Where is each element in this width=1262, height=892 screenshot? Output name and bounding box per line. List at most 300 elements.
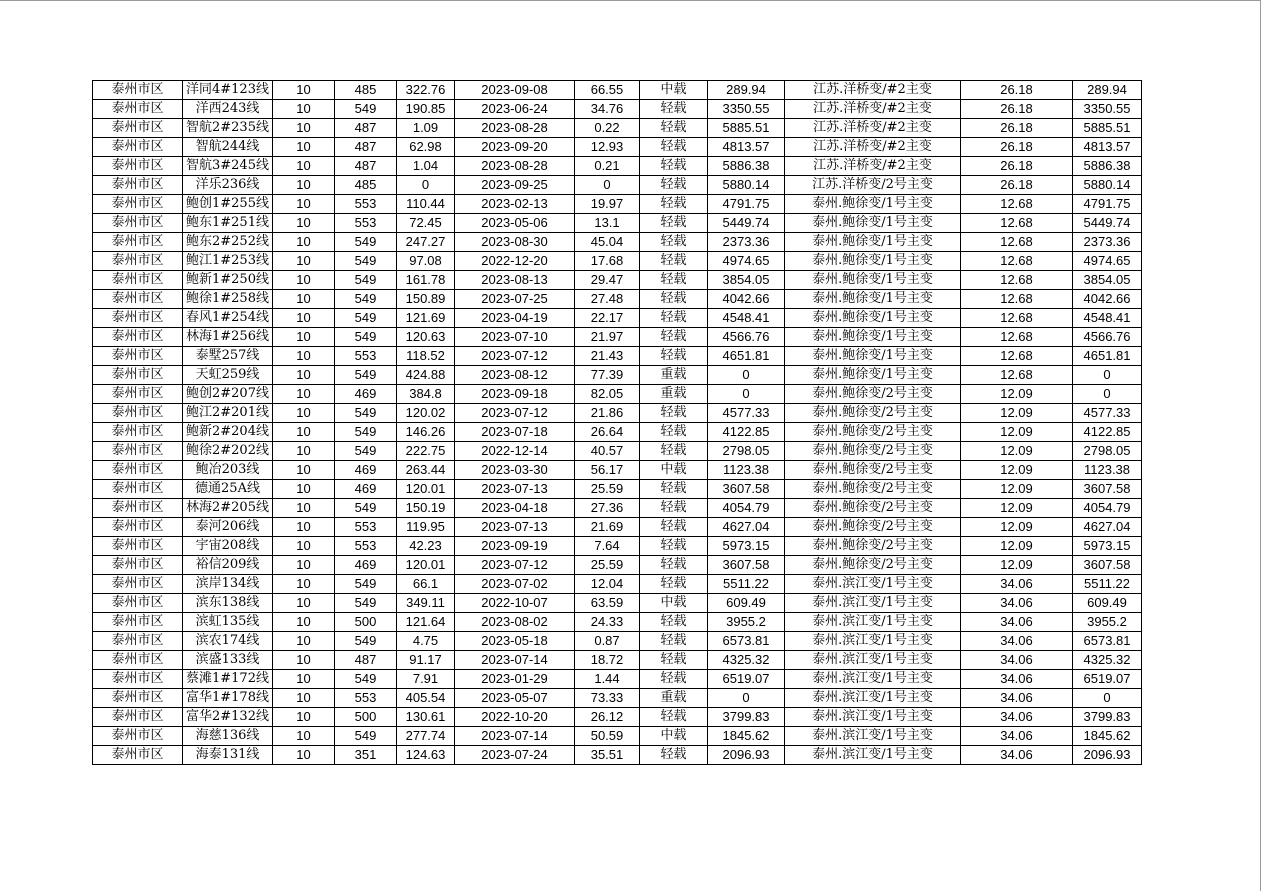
cell-load-status: 中载 (640, 461, 708, 480)
cell-transformer-margin: 12.68 (961, 290, 1073, 309)
cell-available-capacity: 289.94 (708, 81, 785, 100)
table-row (93, 157, 1142, 176)
cell-available-capacity: 1845.62 (708, 727, 785, 746)
cell-available-capacity: 4791.75 (708, 195, 785, 214)
cell-voltage: 10 (273, 157, 335, 176)
cell-load-status: 轻载 (640, 499, 708, 518)
cell-load-rate: 21.69 (575, 518, 640, 537)
cell-final-capacity: 4548.41 (1073, 309, 1142, 328)
cell-final-capacity: 4577.33 (1073, 404, 1142, 423)
cell-capacity: 487 (335, 138, 397, 157)
cell-load: 66.1 (397, 575, 455, 594)
cell-available-capacity: 3854.05 (708, 271, 785, 290)
cell-final-capacity: 4627.04 (1073, 518, 1142, 537)
cell-transformer: 泰州.鲍徐变/2号主变 (785, 518, 961, 537)
cell-load-rate: 25.59 (575, 556, 640, 575)
cell-line-name: 鲍徐2#202线 (183, 442, 273, 461)
cell-line-name: 滨岸134线 (183, 575, 273, 594)
cell-load-rate: 0.21 (575, 157, 640, 176)
cell-transformer: 泰州.滨江变/1号主变 (785, 689, 961, 708)
cell-capacity: 549 (335, 499, 397, 518)
cell-transformer-margin: 26.18 (961, 138, 1073, 157)
cell-transformer: 泰州.鲍徐变/1号主变 (785, 328, 961, 347)
cell-transformer-margin: 12.09 (961, 461, 1073, 480)
cell-available-capacity: 2096.93 (708, 746, 785, 765)
cell-load-rate: 56.17 (575, 461, 640, 480)
cell-transformer: 泰州.鲍徐变/1号主变 (785, 366, 961, 385)
cell-line-name: 蔡滩1#172线 (183, 670, 273, 689)
cell-available-capacity: 4122.85 (708, 423, 785, 442)
cell-date: 2023-04-18 (455, 499, 575, 518)
cell-capacity: 487 (335, 119, 397, 138)
cell-transformer: 泰州.滨江变/1号主变 (785, 575, 961, 594)
cell-available-capacity: 4566.76 (708, 328, 785, 347)
cell-voltage: 10 (273, 385, 335, 404)
cell-voltage: 10 (273, 613, 335, 632)
cell-date: 2023-09-19 (455, 537, 575, 556)
cell-voltage: 10 (273, 347, 335, 366)
cell-capacity: 553 (335, 537, 397, 556)
cell-voltage: 10 (273, 100, 335, 119)
cell-load-rate: 21.97 (575, 328, 640, 347)
cell-load: 263.44 (397, 461, 455, 480)
cell-voltage: 10 (273, 233, 335, 252)
cell-region: 泰州市区 (93, 214, 183, 233)
table-row (93, 518, 1142, 537)
cell-transformer-margin: 26.18 (961, 100, 1073, 119)
cell-date: 2023-08-28 (455, 157, 575, 176)
cell-final-capacity: 3799.83 (1073, 708, 1142, 727)
cell-transformer-margin: 12.09 (961, 518, 1073, 537)
cell-transformer-margin: 12.68 (961, 309, 1073, 328)
table-row (93, 195, 1142, 214)
cell-line-name: 滨虹135线 (183, 613, 273, 632)
cell-transformer: 泰州.滨江变/1号主变 (785, 746, 961, 765)
cell-load-status: 轻载 (640, 480, 708, 499)
cell-region: 泰州市区 (93, 81, 183, 100)
cell-transformer: 泰州.滨江变/1号主变 (785, 708, 961, 727)
cell-load-rate: 25.59 (575, 480, 640, 499)
cell-transformer: 泰州.滨江变/1号主变 (785, 670, 961, 689)
cell-final-capacity: 2798.05 (1073, 442, 1142, 461)
cell-load-rate: 0.87 (575, 632, 640, 651)
cell-load-rate: 35.51 (575, 746, 640, 765)
cell-available-capacity: 3607.58 (708, 556, 785, 575)
table-row (93, 214, 1142, 233)
cell-final-capacity: 609.49 (1073, 594, 1142, 613)
cell-load-rate: 0.22 (575, 119, 640, 138)
cell-date: 2022-10-07 (455, 594, 575, 613)
cell-load-status: 轻载 (640, 252, 708, 271)
cell-transformer-margin: 26.18 (961, 157, 1073, 176)
table-row (93, 100, 1142, 119)
cell-date: 2023-01-29 (455, 670, 575, 689)
cell-date: 2023-07-12 (455, 347, 575, 366)
cell-region: 泰州市区 (93, 404, 183, 423)
cell-region: 泰州市区 (93, 632, 183, 651)
cell-voltage: 10 (273, 556, 335, 575)
cell-region: 泰州市区 (93, 746, 183, 765)
cell-load: 7.91 (397, 670, 455, 689)
cell-capacity: 549 (335, 271, 397, 290)
cell-load: 119.95 (397, 518, 455, 537)
cell-line-name: 鲍创1#255线 (183, 195, 273, 214)
cell-available-capacity: 5886.38 (708, 157, 785, 176)
cell-date: 2023-08-13 (455, 271, 575, 290)
cell-capacity: 553 (335, 518, 397, 537)
table-row (93, 461, 1142, 480)
cell-transformer-margin: 12.09 (961, 385, 1073, 404)
cell-transformer: 泰州.鲍徐变/2号主变 (785, 423, 961, 442)
cell-capacity: 549 (335, 632, 397, 651)
cell-available-capacity: 2798.05 (708, 442, 785, 461)
cell-load: 384.8 (397, 385, 455, 404)
cell-load: 146.26 (397, 423, 455, 442)
cell-line-name: 天虹259线 (183, 366, 273, 385)
cell-transformer: 泰州.鲍徐变/2号主变 (785, 480, 961, 499)
table-row (93, 575, 1142, 594)
cell-available-capacity: 5449.74 (708, 214, 785, 233)
cell-load: 322.76 (397, 81, 455, 100)
cell-transformer: 泰州.鲍徐变/1号主变 (785, 214, 961, 233)
cell-transformer: 泰州.鲍徐变/1号主变 (785, 195, 961, 214)
cell-transformer-margin: 34.06 (961, 746, 1073, 765)
cell-capacity: 549 (335, 404, 397, 423)
cell-capacity: 549 (335, 442, 397, 461)
cell-load-status: 轻载 (640, 100, 708, 119)
cell-region: 泰州市区 (93, 366, 183, 385)
cell-voltage: 10 (273, 708, 335, 727)
cell-final-capacity: 2373.36 (1073, 233, 1142, 252)
cell-region: 泰州市区 (93, 537, 183, 556)
cell-voltage: 10 (273, 176, 335, 195)
cell-transformer: 泰州.鲍徐变/2号主变 (785, 461, 961, 480)
cell-load-status: 轻载 (640, 176, 708, 195)
cell-load: 150.19 (397, 499, 455, 518)
cell-available-capacity: 609.49 (708, 594, 785, 613)
cell-date: 2023-08-30 (455, 233, 575, 252)
cell-load: 121.69 (397, 309, 455, 328)
cell-final-capacity: 3607.58 (1073, 480, 1142, 499)
cell-transformer: 泰州.鲍徐变/2号主变 (785, 537, 961, 556)
cell-line-name: 林海2#205线 (183, 499, 273, 518)
cell-transformer-margin: 12.09 (961, 480, 1073, 499)
cell-transformer: 泰州.鲍徐变/2号主变 (785, 385, 961, 404)
table-row (93, 233, 1142, 252)
cell-load-status: 轻载 (640, 651, 708, 670)
cell-voltage: 10 (273, 119, 335, 138)
cell-line-name: 春风1#254线 (183, 309, 273, 328)
cell-available-capacity: 3955.2 (708, 613, 785, 632)
cell-load-status: 轻载 (640, 309, 708, 328)
cell-region: 泰州市区 (93, 499, 183, 518)
cell-region: 泰州市区 (93, 271, 183, 290)
cell-date: 2022-10-20 (455, 708, 575, 727)
cell-final-capacity: 0 (1073, 689, 1142, 708)
cell-date: 2023-04-19 (455, 309, 575, 328)
cell-transformer: 江苏.洋桥变/#2主变 (785, 119, 961, 138)
table-row (93, 689, 1142, 708)
cell-available-capacity: 3799.83 (708, 708, 785, 727)
cell-available-capacity: 4042.66 (708, 290, 785, 309)
cell-region: 泰州市区 (93, 442, 183, 461)
cell-line-name: 智航2#235线 (183, 119, 273, 138)
cell-transformer-margin: 12.68 (961, 195, 1073, 214)
cell-line-name: 鲍江2#201线 (183, 404, 273, 423)
cell-voltage: 10 (273, 214, 335, 233)
cell-line-name: 富华1#178线 (183, 689, 273, 708)
cell-line-name: 林海1#256线 (183, 328, 273, 347)
table-row (93, 119, 1142, 138)
cell-transformer: 泰州.鲍徐变/1号主变 (785, 271, 961, 290)
cell-region: 泰州市区 (93, 385, 183, 404)
cell-line-name: 德通25A线 (183, 480, 273, 499)
table-row (93, 442, 1142, 461)
cell-load-rate: 77.39 (575, 366, 640, 385)
cell-load-status: 重载 (640, 689, 708, 708)
cell-date: 2023-06-24 (455, 100, 575, 119)
cell-region: 泰州市区 (93, 613, 183, 632)
cell-date: 2023-07-12 (455, 404, 575, 423)
cell-line-name: 洋乐236线 (183, 176, 273, 195)
cell-capacity: 469 (335, 461, 397, 480)
cell-load-rate: 34.76 (575, 100, 640, 119)
cell-date: 2023-08-02 (455, 613, 575, 632)
table-row (93, 651, 1142, 670)
cell-load-rate: 1.44 (575, 670, 640, 689)
cell-load-rate: 26.12 (575, 708, 640, 727)
cell-date: 2023-07-13 (455, 480, 575, 499)
cell-line-name: 泰墅257线 (183, 347, 273, 366)
cell-load: 120.63 (397, 328, 455, 347)
cell-voltage: 10 (273, 309, 335, 328)
cell-load-status: 轻载 (640, 575, 708, 594)
table-row (93, 347, 1142, 366)
cell-voltage: 10 (273, 461, 335, 480)
cell-load-rate: 12.04 (575, 575, 640, 594)
cell-transformer: 江苏.洋桥变/#2主变 (785, 138, 961, 157)
cell-load-rate: 21.43 (575, 347, 640, 366)
cell-voltage: 10 (273, 138, 335, 157)
cell-available-capacity: 0 (708, 385, 785, 404)
cell-transformer-margin: 12.09 (961, 404, 1073, 423)
cell-load-status: 轻载 (640, 290, 708, 309)
table-row (93, 556, 1142, 575)
table-row (93, 271, 1142, 290)
cell-voltage: 10 (273, 423, 335, 442)
cell-final-capacity: 3854.05 (1073, 271, 1142, 290)
cell-available-capacity: 4974.65 (708, 252, 785, 271)
cell-load: 72.45 (397, 214, 455, 233)
table-row (93, 499, 1142, 518)
cell-capacity: 549 (335, 366, 397, 385)
cell-date: 2023-05-07 (455, 689, 575, 708)
cell-load-status: 轻载 (640, 119, 708, 138)
cell-region: 泰州市区 (93, 328, 183, 347)
cell-date: 2023-07-18 (455, 423, 575, 442)
cell-capacity: 549 (335, 233, 397, 252)
cell-line-name: 鲍新2#204线 (183, 423, 273, 442)
cell-load-status: 重载 (640, 366, 708, 385)
cell-load: 349.11 (397, 594, 455, 613)
cell-line-name: 海慈136线 (183, 727, 273, 746)
cell-load-rate: 27.48 (575, 290, 640, 309)
cell-load-rate: 21.86 (575, 404, 640, 423)
cell-capacity: 500 (335, 613, 397, 632)
cell-capacity: 549 (335, 100, 397, 119)
cell-transformer: 泰州.滨江变/1号主变 (785, 613, 961, 632)
cell-available-capacity: 5885.51 (708, 119, 785, 138)
cell-voltage: 10 (273, 195, 335, 214)
cell-final-capacity: 2096.93 (1073, 746, 1142, 765)
cell-voltage: 10 (273, 81, 335, 100)
cell-region: 泰州市区 (93, 119, 183, 138)
cell-final-capacity: 3955.2 (1073, 613, 1142, 632)
cell-available-capacity: 0 (708, 366, 785, 385)
cell-transformer: 江苏.洋桥变/#2主变 (785, 100, 961, 119)
cell-date: 2023-07-13 (455, 518, 575, 537)
cell-load-status: 轻载 (640, 328, 708, 347)
cell-available-capacity: 3350.55 (708, 100, 785, 119)
cell-capacity: 553 (335, 195, 397, 214)
cell-line-name: 鲍东1#251线 (183, 214, 273, 233)
cell-voltage: 10 (273, 252, 335, 271)
cell-voltage: 10 (273, 746, 335, 765)
table-row (93, 594, 1142, 613)
cell-transformer-margin: 34.06 (961, 708, 1073, 727)
cell-voltage: 10 (273, 537, 335, 556)
cell-final-capacity: 289.94 (1073, 81, 1142, 100)
table-row (93, 309, 1142, 328)
cell-voltage: 10 (273, 689, 335, 708)
cell-date: 2022-12-20 (455, 252, 575, 271)
table-row (93, 252, 1142, 271)
cell-line-name: 富华2#132线 (183, 708, 273, 727)
cell-load: 0 (397, 176, 455, 195)
cell-region: 泰州市区 (93, 423, 183, 442)
cell-transformer-margin: 34.06 (961, 613, 1073, 632)
cell-transformer: 泰州.滨江变/1号主变 (785, 727, 961, 746)
cell-load: 1.09 (397, 119, 455, 138)
table-row (93, 176, 1142, 195)
table-row (93, 727, 1142, 746)
cell-load: 120.02 (397, 404, 455, 423)
cell-final-capacity: 5511.22 (1073, 575, 1142, 594)
cell-voltage: 10 (273, 328, 335, 347)
cell-date: 2023-07-14 (455, 727, 575, 746)
cell-transformer-margin: 34.06 (961, 727, 1073, 746)
cell-load-status: 轻载 (640, 157, 708, 176)
cell-capacity: 469 (335, 556, 397, 575)
cell-load-status: 中载 (640, 594, 708, 613)
cell-load-status: 轻载 (640, 556, 708, 575)
cell-line-name: 裕信209线 (183, 556, 273, 575)
cell-transformer: 泰州.鲍徐变/1号主变 (785, 347, 961, 366)
cell-load-status: 轻载 (640, 632, 708, 651)
cell-transformer-margin: 12.09 (961, 423, 1073, 442)
cell-available-capacity: 4813.57 (708, 138, 785, 157)
cell-region: 泰州市区 (93, 176, 183, 195)
cell-load: 222.75 (397, 442, 455, 461)
cell-transformer-margin: 12.68 (961, 366, 1073, 385)
table-row (93, 138, 1142, 157)
cell-load: 1.04 (397, 157, 455, 176)
cell-date: 2023-07-25 (455, 290, 575, 309)
cell-available-capacity: 6519.07 (708, 670, 785, 689)
table-row (93, 423, 1142, 442)
cell-transformer: 泰州.鲍徐变/2号主变 (785, 442, 961, 461)
cell-voltage: 10 (273, 651, 335, 670)
cell-available-capacity: 4577.33 (708, 404, 785, 423)
cell-load: 120.01 (397, 556, 455, 575)
table-body (93, 81, 1142, 765)
cell-transformer-margin: 12.09 (961, 442, 1073, 461)
cell-load-rate: 17.68 (575, 252, 640, 271)
table-row (93, 613, 1142, 632)
cell-voltage: 10 (273, 404, 335, 423)
cell-final-capacity: 6573.81 (1073, 632, 1142, 651)
cell-line-name: 鲍徐1#258线 (183, 290, 273, 309)
cell-region: 泰州市区 (93, 518, 183, 537)
cell-capacity: 485 (335, 176, 397, 195)
cell-date: 2023-08-12 (455, 366, 575, 385)
cell-voltage: 10 (273, 499, 335, 518)
cell-line-name: 海泰131线 (183, 746, 273, 765)
cell-load-rate: 73.33 (575, 689, 640, 708)
cell-voltage: 10 (273, 632, 335, 651)
cell-transformer-margin: 12.68 (961, 347, 1073, 366)
cell-load: 62.98 (397, 138, 455, 157)
cell-load: 277.74 (397, 727, 455, 746)
cell-final-capacity: 1845.62 (1073, 727, 1142, 746)
table-row (93, 480, 1142, 499)
cell-capacity: 487 (335, 651, 397, 670)
table-row (93, 404, 1142, 423)
cell-transformer-margin: 34.06 (961, 670, 1073, 689)
cell-transformer-margin: 12.09 (961, 556, 1073, 575)
cell-final-capacity: 4813.57 (1073, 138, 1142, 157)
cell-line-name: 洋同4#123线 (183, 81, 273, 100)
cell-available-capacity: 5511.22 (708, 575, 785, 594)
cell-load-rate: 50.59 (575, 727, 640, 746)
cell-region: 泰州市区 (93, 594, 183, 613)
cell-transformer-margin: 34.06 (961, 594, 1073, 613)
cell-voltage: 10 (273, 480, 335, 499)
cell-transformer: 泰州.鲍徐变/1号主变 (785, 233, 961, 252)
cell-capacity: 553 (335, 689, 397, 708)
cell-transformer-margin: 34.06 (961, 632, 1073, 651)
cell-load: 190.85 (397, 100, 455, 119)
cell-load-status: 轻载 (640, 613, 708, 632)
table-row (93, 328, 1142, 347)
cell-capacity: 485 (335, 81, 397, 100)
cell-load-rate: 7.64 (575, 537, 640, 556)
cell-transformer-margin: 34.06 (961, 689, 1073, 708)
cell-available-capacity: 5973.15 (708, 537, 785, 556)
cell-load-rate: 0 (575, 176, 640, 195)
cell-date: 2023-07-12 (455, 556, 575, 575)
cell-final-capacity: 4974.65 (1073, 252, 1142, 271)
cell-final-capacity: 4325.32 (1073, 651, 1142, 670)
cell-region: 泰州市区 (93, 480, 183, 499)
cell-final-capacity: 3350.55 (1073, 100, 1142, 119)
table-row (93, 746, 1142, 765)
cell-capacity: 469 (335, 480, 397, 499)
cell-final-capacity: 4651.81 (1073, 347, 1142, 366)
cell-capacity: 553 (335, 214, 397, 233)
cell-load: 4.75 (397, 632, 455, 651)
cell-transformer: 江苏.洋桥变/2号主变 (785, 176, 961, 195)
